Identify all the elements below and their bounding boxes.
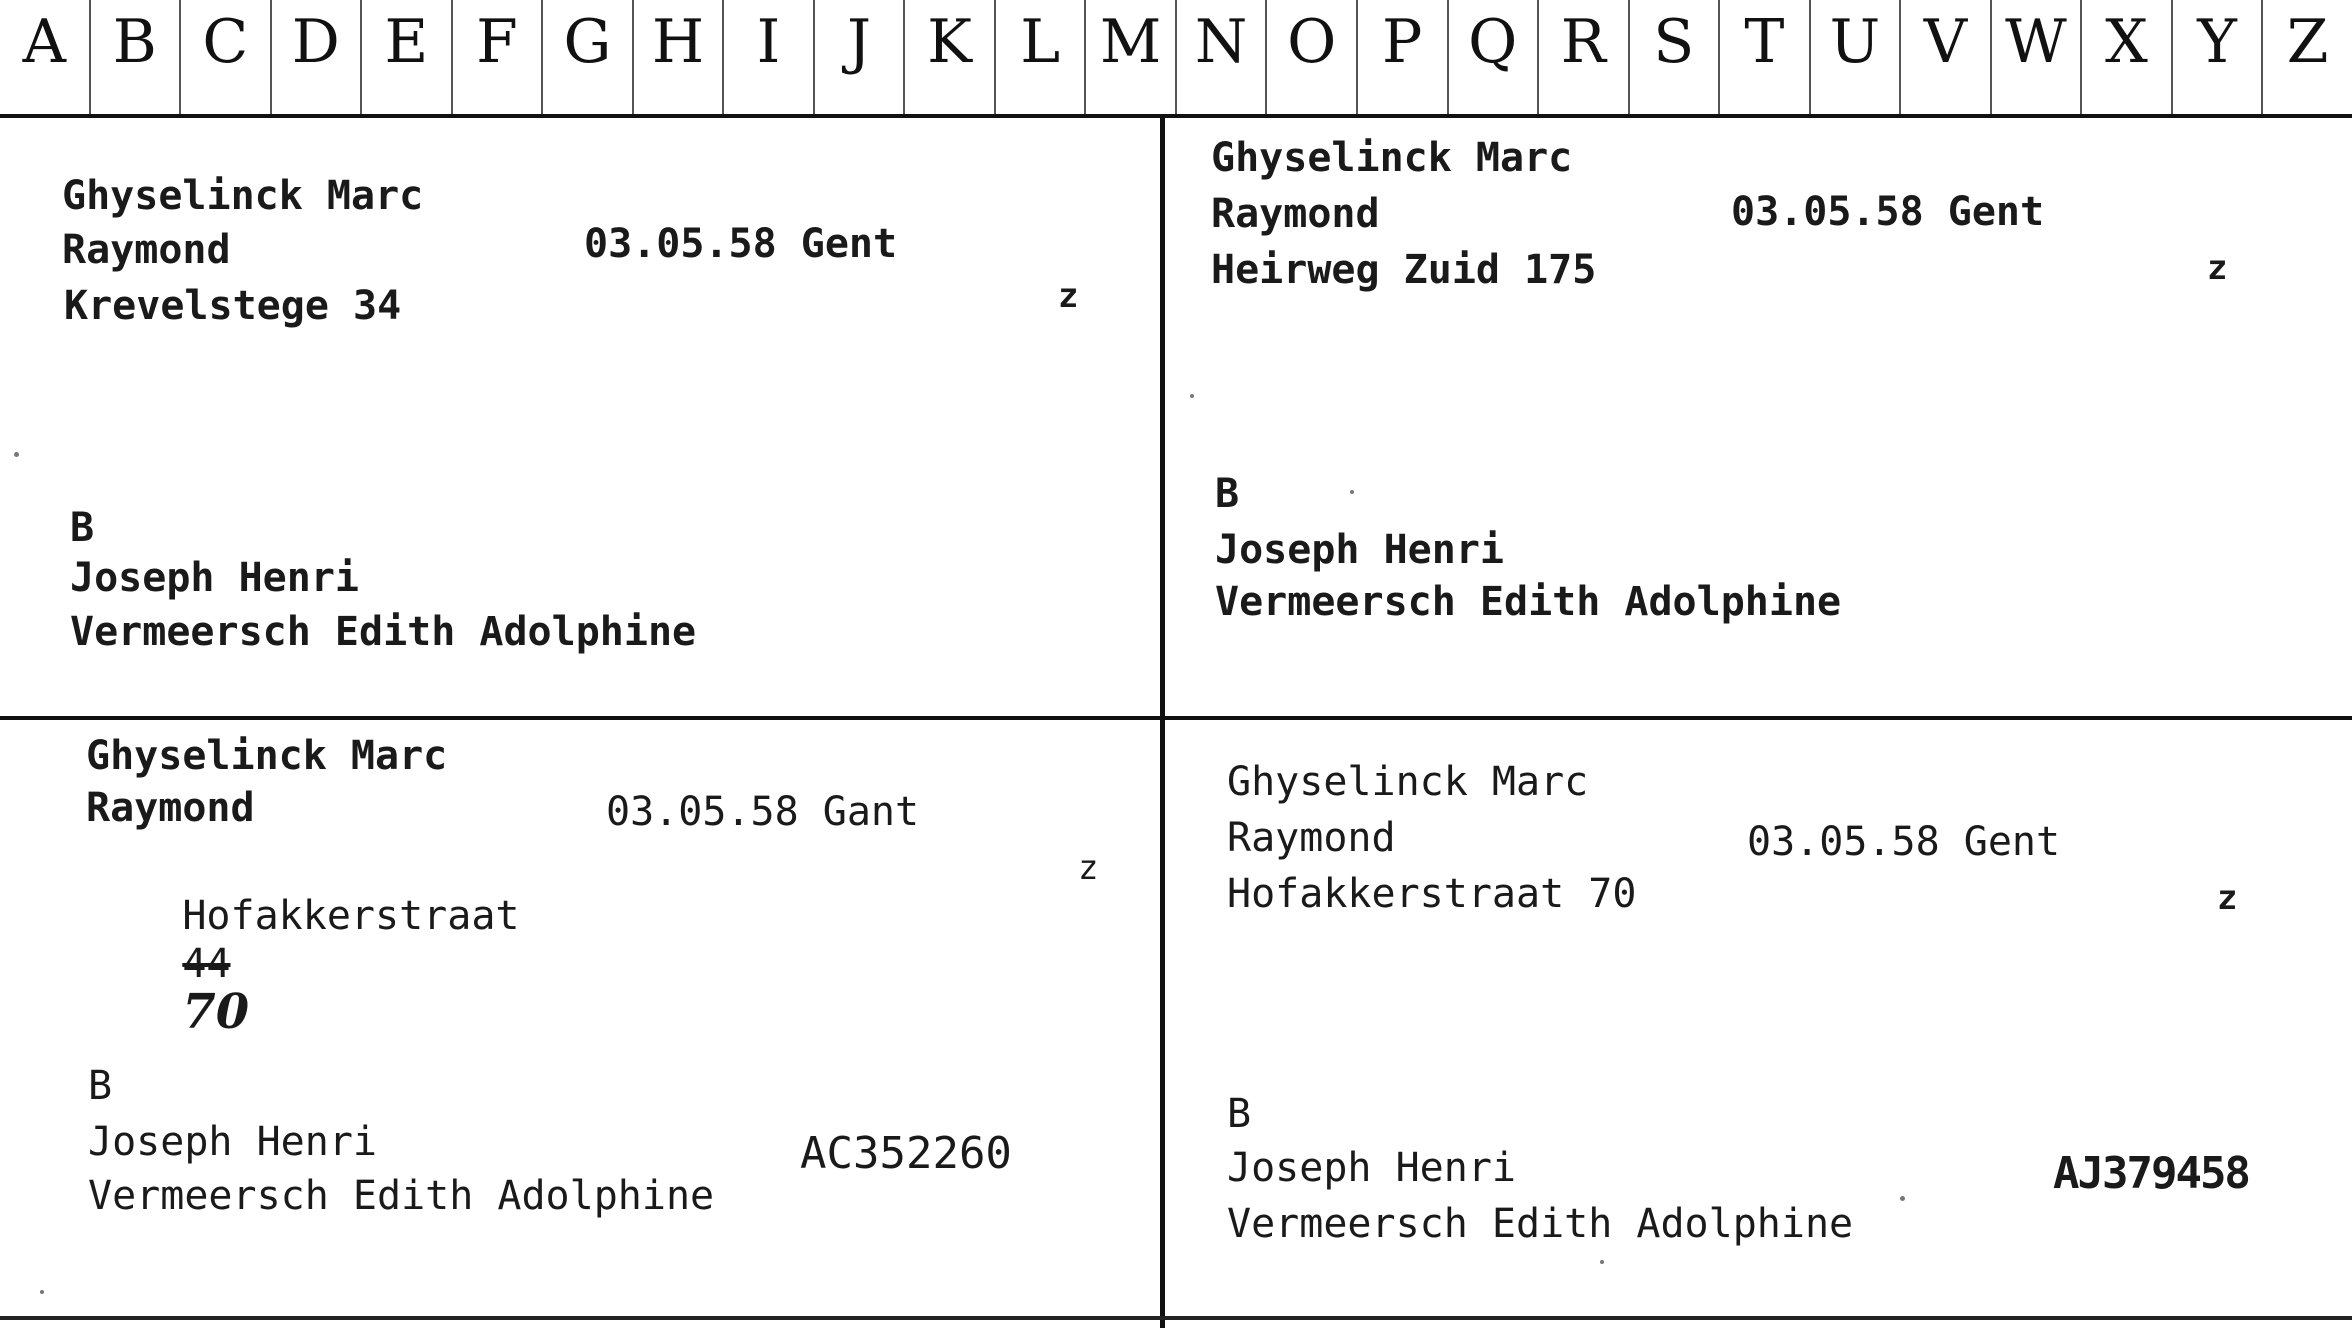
scan-speck <box>40 1290 44 1294</box>
card-mother: Vermeersch Edith Adolphine <box>1215 579 1842 625</box>
alphabet-letter: D <box>291 7 340 77</box>
card-address-new-number: 70 <box>182 984 250 1040</box>
scan-speck <box>1350 490 1354 494</box>
card-mother: Vermeersch Edith Adolphine <box>88 1173 715 1219</box>
card-name-line2: Raymond <box>62 227 231 273</box>
alphabet-letter: T <box>1744 7 1785 77</box>
alphabet-letter: N <box>1194 7 1248 77</box>
alphabet-letter: W <box>2005 7 2067 77</box>
card-name-line2: Raymond <box>1227 815 1396 861</box>
card-name-line1: Ghyselinck Marc <box>62 173 424 219</box>
alphabet-tab <box>1720 0 1811 114</box>
card-serial-number: AC352260 <box>800 1128 1012 1179</box>
scan-speck <box>1600 1260 1604 1264</box>
alphabet-tab <box>1811 0 1902 114</box>
alphabet-letter: P <box>1382 7 1423 77</box>
alphabet-letter: G <box>563 7 612 77</box>
alphabet-tab <box>543 0 634 114</box>
card-mark: z <box>2207 248 2228 288</box>
alphabet-tab <box>453 0 544 114</box>
card-mark: z <box>2217 878 2238 918</box>
alphabet-letter: C <box>202 7 249 77</box>
card-name-line1: Ghyselinck Marc <box>86 733 448 779</box>
scan-speck <box>1900 1196 1905 1201</box>
alphabet-letter: A <box>22 7 66 77</box>
alphabet-tab <box>272 0 363 114</box>
alphabet-tab <box>362 0 453 114</box>
alphabet-tab <box>181 0 272 114</box>
card-serial-number: AJ379458 <box>2053 1148 2249 1199</box>
card-address-street: Hofakkerstraat <box>182 893 520 939</box>
record-card-top-left <box>0 118 1160 716</box>
card-code: B <box>1215 471 1240 517</box>
card-father: Joseph Henri <box>1227 1145 1516 1191</box>
alphabet-tab <box>905 0 996 114</box>
alphabet-letter: S <box>1653 7 1695 77</box>
alphabet-tab <box>634 0 725 114</box>
alphabet-letter: J <box>847 7 872 77</box>
alphabet-tab <box>724 0 815 114</box>
alphabet-tab <box>2173 0 2264 114</box>
alphabet-tab <box>2082 0 2173 114</box>
alphabet-letter: Z <box>2286 7 2329 77</box>
card-mother: Vermeersch Edith Adolphine <box>70 609 697 655</box>
card-code: B <box>88 1063 113 1109</box>
alphabet-tab <box>996 0 1087 114</box>
alphabet-letter: Q <box>1468 7 1518 77</box>
card-mark: z <box>1078 848 1099 888</box>
alphabet-letter: R <box>1560 7 1606 77</box>
alphabet-tab <box>1086 0 1177 114</box>
card-birth: 03.05.58 Gent <box>1747 819 2061 865</box>
alphabet-letter: O <box>1287 7 1337 77</box>
alphabet-letter: M <box>1099 7 1162 77</box>
alphabet-tab <box>1539 0 1630 114</box>
alphabet-tab <box>2263 0 2352 114</box>
alphabet-letter: E <box>384 7 429 77</box>
alphabet-letter: F <box>476 7 518 77</box>
alphabet-tab <box>1267 0 1358 114</box>
alphabet-tab <box>815 0 906 114</box>
alphabet-tab <box>0 0 91 114</box>
alphabet-tab <box>91 0 182 114</box>
card-birth: 03.05.58 Gent <box>584 221 898 267</box>
alphabet-letter: U <box>1829 7 1881 77</box>
scan-speck <box>1190 394 1194 398</box>
alphabet-tab <box>1177 0 1268 114</box>
alphabet-tab <box>1630 0 1721 114</box>
card-name-line2: Raymond <box>1211 191 1380 237</box>
alphabet-letter: L <box>1020 7 1061 77</box>
card-address: Heirweg Zuid 175 <box>1211 247 1597 293</box>
alphabet-tab <box>1449 0 1540 114</box>
alphabet-letter: V <box>1923 7 1968 77</box>
card-father: Joseph Henri <box>70 555 359 601</box>
card-address-old-number: 44 <box>182 941 231 987</box>
card-address <box>86 844 519 1087</box>
scan-speck <box>14 452 19 457</box>
card-name-line1: Ghyselinck Marc <box>1227 759 1589 805</box>
card-mother: Vermeersch Edith Adolphine <box>1227 1201 1854 1247</box>
card-birth: 03.05.58 Gant <box>606 789 920 835</box>
alphabet-letter: B <box>112 7 157 77</box>
card-code: B <box>70 505 95 551</box>
alphabet-letter: H <box>651 7 705 77</box>
alphabet-letter: X <box>2105 7 2148 77</box>
alphabet-letter: I <box>756 7 781 77</box>
card-address: Krevelstege 34 <box>64 283 402 329</box>
card-mark: z <box>1058 276 1079 316</box>
alphabet-tab <box>1901 0 1992 114</box>
alphabet-letter: K <box>927 7 972 77</box>
card-father: Joseph Henri <box>1215 527 1504 573</box>
card-father: Joseph Henri <box>88 1119 377 1165</box>
card-bottom-rule <box>0 1316 2352 1320</box>
alphabet-tab <box>1992 0 2083 114</box>
record-card-bottom-left <box>0 720 1160 1316</box>
card-name-line1: Ghyselinck Marc <box>1211 135 1573 181</box>
card-code: B <box>1227 1091 1252 1137</box>
record-card-top-right <box>1165 118 2352 716</box>
alphabet-index-strip <box>0 0 2352 118</box>
card-address: Hofakkerstraat 70 <box>1227 871 1637 917</box>
alphabet-tab <box>1358 0 1449 114</box>
alphabet-letter: Y <box>2197 7 2237 77</box>
card-birth: 03.05.58 Gent <box>1731 189 2045 235</box>
record-card-bottom-right <box>1165 720 2352 1316</box>
card-name-line2: Raymond <box>86 785 255 831</box>
